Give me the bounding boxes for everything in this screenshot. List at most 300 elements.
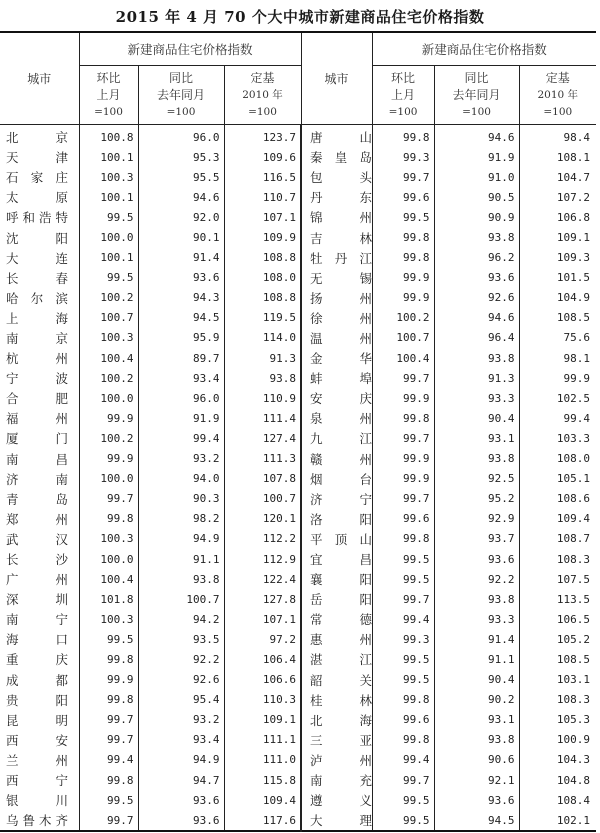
yoy-value: 93.6 — [434, 549, 519, 569]
yoy-value: 90.4 — [434, 408, 519, 428]
mom-value: 99.5 — [79, 629, 138, 649]
city-name-text: 武 汉 — [6, 531, 68, 547]
yoy-value: 93.5 — [138, 629, 224, 649]
city-name — [0, 125, 79, 148]
mom-value: 99.6 — [372, 187, 434, 207]
header-line: =100 — [543, 105, 573, 118]
mom-value: 99.7 — [79, 810, 138, 831]
city-name-text: 海 口 — [6, 632, 68, 648]
city-name-text: 上 海 — [6, 310, 68, 326]
yoy-value: 93.6 — [138, 268, 224, 288]
city-name — [0, 649, 79, 669]
city-name-text: 长 沙 — [6, 552, 68, 568]
base-value: 100.9 — [519, 730, 596, 750]
city-name-text: 扬 州 — [310, 290, 373, 306]
city-name — [0, 147, 79, 167]
table-row — [0, 810, 596, 831]
city-name — [0, 730, 79, 750]
base-value: 97.2 — [224, 629, 301, 649]
city-name — [301, 227, 372, 247]
city-name — [0, 167, 79, 187]
base-value: 108.6 — [519, 489, 596, 509]
mom-value: 100.1 — [79, 147, 138, 167]
city-name — [0, 227, 79, 247]
base-value: 104.9 — [519, 288, 596, 308]
mom-value: 100.2 — [79, 288, 138, 308]
city-name — [0, 388, 79, 408]
table-row — [0, 609, 596, 629]
city-name — [301, 509, 372, 529]
city-name-text: 宜 昌 — [310, 552, 373, 568]
yoy-value: 90.1 — [138, 227, 224, 247]
yoy-value: 91.9 — [434, 147, 519, 167]
mom-value: 99.9 — [372, 449, 434, 469]
mom-value: 99.8 — [79, 649, 138, 669]
city-name-text: 南 充 — [310, 773, 373, 789]
mom-value: 99.8 — [79, 770, 138, 790]
table-row — [0, 167, 596, 187]
yoy-value: 90.4 — [434, 670, 519, 690]
city-name-text: 三 亚 — [310, 732, 373, 748]
city-name-text: 牡 丹 江 — [310, 250, 372, 266]
yoy-value: 94.2 — [138, 609, 224, 629]
city-name — [0, 529, 79, 549]
mom-value: 99.8 — [372, 529, 434, 549]
city-name-text: 厦 门 — [6, 431, 68, 447]
mom-value: 99.3 — [372, 147, 434, 167]
table-row — [0, 489, 596, 509]
base-value: 112.2 — [224, 529, 301, 549]
mom-value: 99.5 — [79, 268, 138, 288]
city-name-text: 温 州 — [310, 330, 373, 346]
mom-value: 99.9 — [372, 288, 434, 308]
yoy-value: 95.2 — [434, 489, 519, 509]
yoy-column-header-right — [434, 66, 519, 125]
base-value: 103.3 — [519, 428, 596, 448]
mom-value: 100.1 — [79, 187, 138, 207]
yoy-value: 93.8 — [434, 589, 519, 609]
mom-value: 99.8 — [372, 408, 434, 428]
base-value: 104.7 — [519, 167, 596, 187]
city-name-text: 吉 林 — [310, 230, 373, 246]
base-value: 106.8 — [519, 207, 596, 227]
city-name-text: 北 海 — [310, 712, 373, 728]
city-name-text: 宁 波 — [6, 371, 68, 387]
mom-value: 100.4 — [372, 348, 434, 368]
city-name-text: 惠 州 — [310, 632, 373, 648]
header-line: 2010 年 — [537, 88, 579, 101]
city-name — [0, 449, 79, 469]
city-name — [301, 589, 372, 609]
city-name — [0, 328, 79, 348]
city-name-text: 郑 州 — [6, 511, 68, 527]
mom-value: 99.4 — [372, 750, 434, 770]
yoy-value: 90.5 — [434, 187, 519, 207]
table-row — [0, 649, 596, 669]
yoy-value: 98.2 — [138, 509, 224, 529]
city-name-text: 唐 山 — [310, 130, 373, 146]
mom-value: 99.8 — [79, 690, 138, 710]
yoy-value: 93.7 — [434, 529, 519, 549]
mom-value: 100.2 — [372, 308, 434, 328]
city-name — [301, 770, 372, 790]
base-value: 109.1 — [519, 227, 596, 247]
yoy-value: 93.2 — [138, 449, 224, 469]
header-line: =100 — [94, 105, 123, 118]
city-name-text: 无 锡 — [310, 270, 373, 286]
city-name — [0, 549, 79, 569]
city-name — [301, 449, 372, 469]
header-line: 环比 — [391, 70, 416, 85]
base-value: 109.6 — [224, 147, 301, 167]
base-value: 108.3 — [519, 549, 596, 569]
table-row — [0, 348, 596, 368]
base-value: 105.3 — [519, 710, 596, 730]
city-name — [301, 670, 372, 690]
yoy-value: 90.9 — [434, 207, 519, 227]
yoy-value: 93.8 — [434, 348, 519, 368]
mom-value: 99.8 — [372, 248, 434, 268]
mom-value: 99.7 — [372, 368, 434, 388]
yoy-value: 95.3 — [138, 147, 224, 167]
table-row — [0, 569, 596, 589]
city-name — [0, 469, 79, 489]
table-row — [0, 710, 596, 730]
base-value: 104.3 — [519, 750, 596, 770]
base-value: 106.6 — [224, 670, 301, 690]
base-value: 108.8 — [224, 248, 301, 268]
base-value: 108.0 — [224, 268, 301, 288]
city-name-text: 韶 关 — [310, 672, 373, 688]
mom-value: 100.0 — [79, 549, 138, 569]
mom-value: 100.3 — [79, 609, 138, 629]
city-name-text: 北 京 — [6, 130, 68, 146]
city-name-text: 烟 台 — [310, 471, 373, 487]
city-name — [0, 248, 79, 268]
city-name — [0, 288, 79, 308]
mom-column-header — [79, 66, 138, 125]
mom-value: 100.3 — [79, 167, 138, 187]
city-name — [0, 187, 79, 207]
table-row — [0, 248, 596, 268]
table-row — [0, 268, 596, 288]
city-name — [0, 790, 79, 810]
city-name — [0, 609, 79, 629]
base-value: 107.5 — [519, 569, 596, 589]
city-name — [0, 489, 79, 509]
city-column-header: 城市 — [0, 32, 79, 125]
base-value: 105.2 — [519, 629, 596, 649]
yoy-value: 93.8 — [434, 449, 519, 469]
city-name — [0, 710, 79, 730]
city-name-text: 包 头 — [310, 170, 373, 186]
header-line: 2010 年 — [242, 88, 283, 101]
base-value: 109.4 — [519, 509, 596, 529]
city-name-text: 昆 明 — [6, 712, 68, 728]
header-line: =100 — [166, 105, 196, 118]
price-index-table — [0, 31, 596, 832]
yoy-value: 93.8 — [434, 730, 519, 750]
city-name — [0, 569, 79, 589]
table-row — [0, 690, 596, 710]
city-name-text: 银 川 — [6, 793, 68, 809]
city-name-text: 西 安 — [6, 732, 68, 748]
yoy-value: 96.2 — [434, 248, 519, 268]
table-row — [0, 147, 596, 167]
yoy-value: 93.6 — [434, 790, 519, 810]
mom-value: 100.7 — [79, 308, 138, 328]
base-value: 102.1 — [519, 810, 596, 831]
city-name — [0, 589, 79, 609]
city-name-text: 丹 东 — [310, 190, 373, 206]
yoy-value: 90.3 — [138, 489, 224, 509]
table-row — [0, 750, 596, 770]
city-name — [0, 308, 79, 328]
base-value: 107.2 — [519, 187, 596, 207]
base-value: 110.3 — [224, 690, 301, 710]
header-line: 定基 — [545, 70, 570, 85]
table-row — [0, 730, 596, 750]
city-name — [301, 489, 372, 509]
city-name-text: 秦 皇 岛 — [310, 150, 372, 166]
city-name-text: 蚌 埠 — [310, 371, 373, 387]
yoy-value: 94.3 — [138, 288, 224, 308]
base-column-header — [224, 66, 301, 125]
base-column-header-right — [519, 66, 596, 125]
mom-value: 100.2 — [79, 368, 138, 388]
city-name-text: 安 庆 — [310, 391, 373, 407]
city-name — [301, 187, 372, 207]
header-line: 定基 — [250, 70, 275, 85]
city-name — [301, 750, 372, 770]
yoy-value: 93.2 — [138, 710, 224, 730]
city-name — [301, 147, 372, 167]
mom-value: 99.8 — [79, 509, 138, 529]
yoy-value: 96.4 — [434, 328, 519, 348]
base-value: 114.0 — [224, 328, 301, 348]
base-value: 120.1 — [224, 509, 301, 529]
yoy-value: 94.5 — [434, 810, 519, 831]
base-value: 108.4 — [519, 790, 596, 810]
header-line: =100 — [462, 105, 491, 118]
base-value: 108.5 — [519, 308, 596, 328]
city-name — [0, 509, 79, 529]
city-name-text: 泸 州 — [310, 752, 373, 768]
base-value: 113.5 — [519, 589, 596, 609]
base-value: 108.3 — [519, 690, 596, 710]
yoy-value: 94.9 — [138, 529, 224, 549]
city-name — [0, 750, 79, 770]
table-row — [0, 589, 596, 609]
base-value: 119.5 — [224, 308, 301, 328]
header-line: 上月 — [96, 87, 121, 102]
table-row — [0, 629, 596, 649]
table-row — [0, 207, 596, 227]
mom-value: 99.7 — [372, 489, 434, 509]
base-value: 102.5 — [519, 388, 596, 408]
mom-value: 99.7 — [372, 167, 434, 187]
yoy-value: 94.0 — [138, 469, 224, 489]
mom-value: 101.8 — [79, 589, 138, 609]
yoy-value: 93.3 — [434, 388, 519, 408]
mom-value: 99.5 — [372, 810, 434, 831]
base-value: 109.4 — [224, 790, 301, 810]
table-row — [0, 368, 596, 388]
table-row — [0, 227, 596, 247]
city-name-text: 成 都 — [6, 672, 68, 688]
index-group-header: 新建商品住宅价格指数 — [79, 32, 301, 66]
base-value: 108.7 — [519, 529, 596, 549]
base-value: 109.3 — [519, 248, 596, 268]
yoy-value: 89.7 — [138, 348, 224, 368]
city-name-text: 福 州 — [6, 411, 68, 427]
city-name — [301, 810, 372, 831]
base-value: 111.4 — [224, 408, 301, 428]
yoy-value: 93.1 — [434, 428, 519, 448]
yoy-value: 91.3 — [434, 368, 519, 388]
city-name — [301, 649, 372, 669]
table-row — [0, 328, 596, 348]
yoy-value: 92.5 — [434, 469, 519, 489]
base-value: 101.5 — [519, 268, 596, 288]
yoy-value: 92.6 — [138, 670, 224, 690]
base-value: 99.9 — [519, 368, 596, 388]
yoy-value: 91.4 — [138, 248, 224, 268]
city-name-text: 岳 阳 — [310, 592, 373, 608]
yoy-value: 92.2 — [138, 649, 224, 669]
mom-value: 100.1 — [79, 248, 138, 268]
mom-value: 99.7 — [79, 710, 138, 730]
table-row — [0, 187, 596, 207]
header-line: 去年同月 — [156, 87, 205, 102]
table-row — [0, 388, 596, 408]
mom-value: 100.4 — [79, 348, 138, 368]
yoy-value: 94.9 — [138, 750, 224, 770]
city-name — [301, 268, 372, 288]
base-value: 108.1 — [519, 147, 596, 167]
table-row — [0, 408, 596, 428]
yoy-value: 93.1 — [434, 710, 519, 730]
yoy-value: 93.4 — [138, 368, 224, 388]
city-name-text: 南 宁 — [6, 612, 68, 628]
city-name-text: 南 昌 — [6, 451, 68, 467]
table-row — [0, 529, 596, 549]
index-group-header-right: 新建商品住宅价格指数 — [372, 32, 596, 66]
city-name-text: 杭 州 — [6, 351, 68, 367]
yoy-value: 93.6 — [138, 790, 224, 810]
city-name — [301, 348, 372, 368]
table-row — [0, 449, 596, 469]
city-name — [0, 690, 79, 710]
city-name — [301, 328, 372, 348]
mom-value: 99.8 — [372, 690, 434, 710]
city-name — [0, 770, 79, 790]
city-name — [301, 308, 372, 328]
yoy-value: 96.0 — [138, 388, 224, 408]
city-name — [301, 125, 372, 148]
city-name-text: 济 宁 — [310, 491, 373, 507]
base-value: 110.7 — [224, 187, 301, 207]
base-value: 109.9 — [224, 227, 301, 247]
city-name-text: 襄 阳 — [310, 572, 373, 588]
city-name — [301, 368, 372, 388]
mom-value: 99.9 — [372, 268, 434, 288]
mom-value: 99.6 — [372, 509, 434, 529]
city-name — [0, 207, 79, 227]
city-name-text: 桂 林 — [310, 692, 373, 708]
city-name-text: 长 春 — [6, 270, 68, 286]
mom-value: 100.4 — [79, 569, 138, 589]
mom-value: 99.9 — [79, 449, 138, 469]
mom-value: 99.9 — [79, 408, 138, 428]
base-value: 91.3 — [224, 348, 301, 368]
city-name — [301, 207, 372, 227]
mom-value: 99.5 — [372, 670, 434, 690]
mom-value: 99.5 — [372, 569, 434, 589]
mom-value: 100.0 — [79, 388, 138, 408]
city-name-text: 常 德 — [310, 612, 373, 628]
mom-value: 99.9 — [79, 670, 138, 690]
mom-value: 99.9 — [372, 469, 434, 489]
city-column-header-right: 城市 — [301, 32, 372, 125]
city-name-text: 贵 阳 — [6, 692, 68, 708]
city-name-text: 济 南 — [6, 471, 68, 487]
base-value: 115.8 — [224, 770, 301, 790]
base-value: 110.9 — [224, 388, 301, 408]
base-value: 109.1 — [224, 710, 301, 730]
city-name-text: 乌 鲁 木 齐 — [6, 813, 68, 829]
city-name — [0, 670, 79, 690]
header-line: 同比 — [464, 70, 489, 85]
table-row — [0, 549, 596, 569]
base-value: 104.8 — [519, 770, 596, 790]
yoy-value: 93.6 — [138, 810, 224, 831]
base-value: 93.8 — [224, 368, 301, 388]
city-name-text: 深 圳 — [6, 592, 68, 608]
yoy-value: 93.3 — [434, 609, 519, 629]
header-line: 上月 — [391, 87, 416, 102]
city-name — [0, 810, 79, 831]
yoy-value: 92.0 — [138, 207, 224, 227]
table-row — [0, 469, 596, 489]
header-line: =100 — [248, 105, 277, 118]
yoy-value: 94.5 — [138, 308, 224, 328]
city-name — [301, 690, 372, 710]
city-name — [0, 268, 79, 288]
base-value: 106.5 — [519, 609, 596, 629]
city-name-text: 青 岛 — [6, 491, 68, 507]
city-name — [0, 348, 79, 368]
mom-value: 99.5 — [372, 649, 434, 669]
yoy-value: 94.6 — [434, 125, 519, 148]
yoy-value: 92.2 — [434, 569, 519, 589]
mom-value: 99.7 — [372, 589, 434, 609]
city-name-text: 合 肥 — [6, 391, 68, 407]
mom-value: 99.4 — [372, 609, 434, 629]
base-value: 111.1 — [224, 730, 301, 750]
base-value: 108.0 — [519, 449, 596, 469]
mom-value: 99.9 — [372, 388, 434, 408]
yoy-value: 95.4 — [138, 690, 224, 710]
city-name-text: 石 家 庄 — [6, 170, 68, 186]
yoy-value: 94.7 — [138, 770, 224, 790]
yoy-value: 92.1 — [434, 770, 519, 790]
city-name-text: 金 华 — [310, 351, 373, 367]
mom-value: 100.0 — [79, 227, 138, 247]
base-value: 107.8 — [224, 469, 301, 489]
yoy-value: 91.0 — [434, 167, 519, 187]
city-name — [301, 167, 372, 187]
